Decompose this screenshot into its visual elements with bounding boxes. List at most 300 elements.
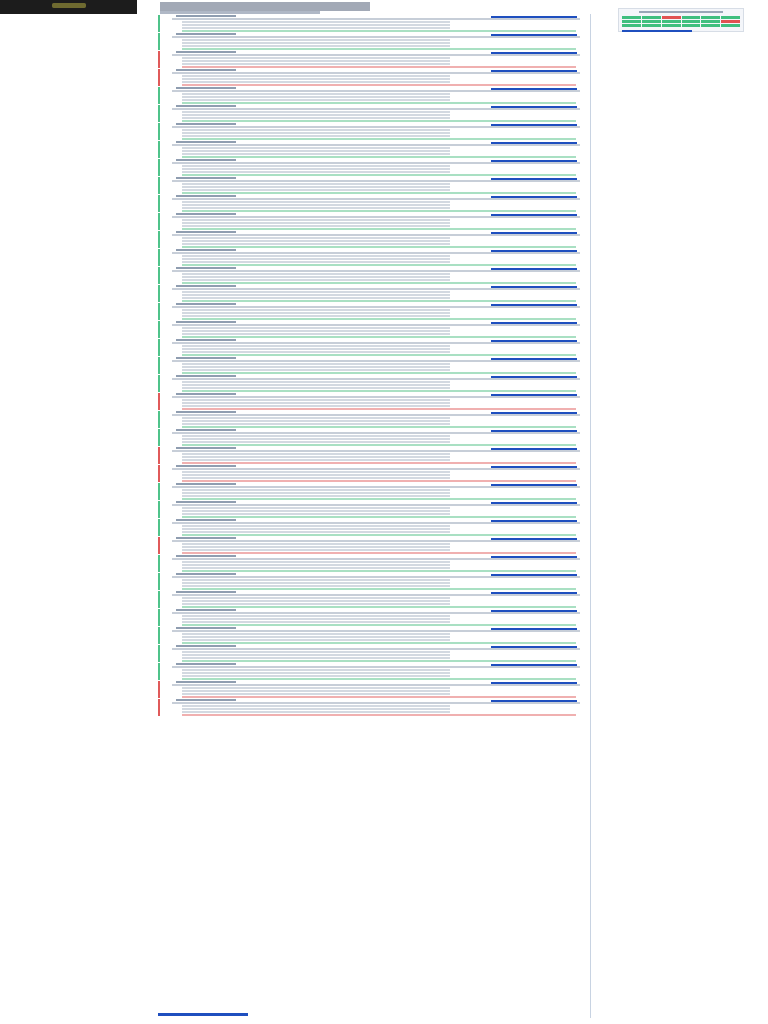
answer-option[interactable] xyxy=(182,597,450,599)
question-status-cell[interactable] xyxy=(682,20,701,23)
answer-option[interactable] xyxy=(182,387,450,389)
answer-option[interactable] xyxy=(182,138,576,140)
question-number xyxy=(176,663,236,665)
answer-option[interactable] xyxy=(182,477,450,479)
question-status-cell[interactable] xyxy=(682,24,701,27)
question-text xyxy=(172,270,580,272)
question-card xyxy=(158,411,590,428)
question-number xyxy=(176,573,236,575)
answer-option[interactable] xyxy=(182,513,450,515)
answer-option[interactable] xyxy=(182,189,450,191)
answer-option[interactable] xyxy=(182,129,450,131)
answer-option[interactable] xyxy=(182,336,576,338)
question-status-bar xyxy=(491,430,577,432)
answer-option[interactable] xyxy=(182,618,450,620)
question-card xyxy=(158,267,590,284)
question-status-bar xyxy=(491,52,577,54)
answer-option[interactable] xyxy=(182,273,450,275)
answer-option[interactable] xyxy=(182,210,576,212)
question-text xyxy=(172,378,580,380)
question-text xyxy=(172,666,580,668)
score-panel-link[interactable] xyxy=(622,30,692,32)
answer-option[interactable] xyxy=(182,675,450,677)
question-status-bar xyxy=(491,700,577,702)
question-status-bar xyxy=(491,664,577,666)
question-status-bar xyxy=(491,520,577,522)
answer-option[interactable] xyxy=(182,45,450,47)
answer-option[interactable] xyxy=(182,441,450,443)
answer-option[interactable] xyxy=(182,561,450,563)
question-number xyxy=(176,357,236,359)
question-card xyxy=(158,303,590,320)
question-number xyxy=(176,519,236,521)
answer-option[interactable] xyxy=(182,384,450,386)
question-text xyxy=(172,540,580,542)
answer-option[interactable] xyxy=(182,300,576,302)
answer-option[interactable] xyxy=(182,48,576,50)
question-card xyxy=(158,609,590,626)
question-status-bar xyxy=(491,214,577,216)
question-card xyxy=(158,141,590,158)
answer-option[interactable] xyxy=(182,282,576,284)
answer-option[interactable] xyxy=(182,318,576,320)
question-status-bar xyxy=(491,322,577,324)
answer-option[interactable] xyxy=(182,438,450,440)
answer-option[interactable] xyxy=(182,42,450,44)
question-status-bar xyxy=(491,232,577,234)
answer-option[interactable] xyxy=(182,660,576,662)
answer-option[interactable] xyxy=(182,228,576,230)
answer-option[interactable] xyxy=(182,567,450,569)
question-text xyxy=(172,234,580,236)
question-text xyxy=(172,180,580,182)
question-text xyxy=(172,432,580,434)
answer-option[interactable] xyxy=(182,636,450,638)
answer-option[interactable] xyxy=(182,585,450,587)
score-panel xyxy=(618,8,744,32)
question-number xyxy=(176,393,236,395)
answer-option[interactable] xyxy=(182,516,576,518)
question-text xyxy=(172,306,580,308)
question-status-bar xyxy=(491,124,577,126)
question-status-cell[interactable] xyxy=(701,20,720,23)
answer-option[interactable] xyxy=(182,330,450,332)
question-text xyxy=(172,684,580,686)
answer-option[interactable] xyxy=(182,57,450,59)
answer-option[interactable] xyxy=(182,552,576,554)
question-text xyxy=(172,414,580,416)
question-status-cell[interactable] xyxy=(721,20,740,23)
question-number xyxy=(176,375,236,377)
answer-option[interactable] xyxy=(182,363,450,365)
question-status-cell[interactable] xyxy=(721,16,740,19)
answer-option[interactable] xyxy=(182,219,450,221)
answer-option[interactable] xyxy=(182,117,450,119)
question-status-cell[interactable] xyxy=(642,16,661,19)
answer-option[interactable] xyxy=(182,480,576,482)
answer-option[interactable] xyxy=(182,453,450,455)
question-number xyxy=(176,483,236,485)
footer-link[interactable] xyxy=(158,1013,248,1016)
answer-option[interactable] xyxy=(182,624,576,626)
answer-option[interactable] xyxy=(182,600,450,602)
answer-option[interactable] xyxy=(182,588,576,590)
answer-option[interactable] xyxy=(182,27,450,29)
answer-option[interactable] xyxy=(182,96,450,98)
question-card xyxy=(158,105,590,122)
answer-option[interactable] xyxy=(182,606,576,608)
question-text xyxy=(172,126,580,128)
question-number xyxy=(176,15,236,17)
answer-option[interactable] xyxy=(182,564,450,566)
question-status-bar xyxy=(491,394,577,396)
site-logo[interactable] xyxy=(0,0,137,14)
question-text xyxy=(172,576,580,578)
answer-option[interactable] xyxy=(182,390,576,392)
answer-option[interactable] xyxy=(182,150,450,152)
answer-option[interactable] xyxy=(182,21,450,23)
answer-option[interactable] xyxy=(182,693,450,695)
answer-option[interactable] xyxy=(182,165,450,167)
question-status-bar xyxy=(491,538,577,540)
answer-option[interactable] xyxy=(182,474,450,476)
answer-option[interactable] xyxy=(182,240,450,242)
answer-option[interactable] xyxy=(182,255,450,257)
answer-option[interactable] xyxy=(182,459,450,461)
question-card xyxy=(158,465,590,482)
answer-option[interactable] xyxy=(182,369,450,371)
question-number xyxy=(176,465,236,467)
question-status-cell[interactable] xyxy=(662,16,681,19)
answer-option[interactable] xyxy=(182,39,450,41)
answer-option[interactable] xyxy=(182,657,450,659)
answer-option[interactable] xyxy=(182,258,450,260)
answer-option[interactable] xyxy=(182,420,450,422)
question-status-bar xyxy=(491,466,577,468)
answer-option[interactable] xyxy=(182,687,450,689)
question-text xyxy=(172,522,580,524)
answer-option[interactable] xyxy=(182,78,450,80)
answer-option[interactable] xyxy=(182,669,450,671)
answer-option[interactable] xyxy=(182,633,450,635)
question-card xyxy=(158,447,590,464)
question-card xyxy=(158,591,590,608)
question-number xyxy=(176,231,236,233)
answer-option[interactable] xyxy=(182,582,450,584)
question-number xyxy=(176,429,236,431)
answer-option[interactable] xyxy=(182,444,576,446)
answer-option[interactable] xyxy=(182,291,450,293)
answer-option[interactable] xyxy=(182,489,450,491)
question-status-cell[interactable] xyxy=(662,20,681,23)
answer-option[interactable] xyxy=(182,99,450,101)
answer-option[interactable] xyxy=(182,348,450,350)
answer-option[interactable] xyxy=(182,81,450,83)
answer-option[interactable] xyxy=(182,24,450,26)
question-card xyxy=(158,555,590,572)
answer-option[interactable] xyxy=(182,327,450,329)
question-number xyxy=(176,267,236,269)
answer-option[interactable] xyxy=(182,525,450,527)
question-card xyxy=(158,51,590,68)
answer-option[interactable] xyxy=(182,381,450,383)
answer-option[interactable] xyxy=(182,696,576,698)
answer-option[interactable] xyxy=(182,312,450,314)
answer-option[interactable] xyxy=(182,498,576,500)
answer-option[interactable] xyxy=(182,570,576,572)
question-status-bar xyxy=(491,268,577,270)
question-number xyxy=(176,321,236,323)
question-card xyxy=(158,519,590,536)
answer-option[interactable] xyxy=(182,225,450,227)
answer-option[interactable] xyxy=(182,264,576,266)
question-number xyxy=(176,285,236,287)
question-card xyxy=(158,213,590,230)
question-status-bar xyxy=(491,502,577,504)
question-status-bar xyxy=(491,682,577,684)
answer-option[interactable] xyxy=(182,435,450,437)
question-card xyxy=(158,645,590,662)
question-status-bar xyxy=(491,646,577,648)
question-number xyxy=(176,105,236,107)
question-card xyxy=(158,231,590,248)
answer-option[interactable] xyxy=(182,276,450,278)
answer-option[interactable] xyxy=(182,579,450,581)
answer-option[interactable] xyxy=(182,297,450,299)
answer-option[interactable] xyxy=(182,204,450,206)
question-card xyxy=(158,501,590,518)
question-card xyxy=(158,33,590,50)
question-card xyxy=(158,123,590,140)
question-status-bar xyxy=(491,358,577,360)
question-text xyxy=(172,162,580,164)
answer-option[interactable] xyxy=(182,705,450,707)
answer-option[interactable] xyxy=(182,93,450,95)
answer-option[interactable] xyxy=(182,372,576,374)
answer-option[interactable] xyxy=(182,114,450,116)
question-number xyxy=(176,69,236,71)
question-number xyxy=(176,645,236,647)
answer-option[interactable] xyxy=(182,111,450,113)
question-card xyxy=(158,663,590,680)
answer-option[interactable] xyxy=(182,354,576,356)
answer-option[interactable] xyxy=(182,507,450,509)
answer-option[interactable] xyxy=(182,222,450,224)
question-text xyxy=(172,342,580,344)
question-status-bar xyxy=(491,628,577,630)
answer-option[interactable] xyxy=(182,147,450,149)
answer-option[interactable] xyxy=(182,510,450,512)
answer-option[interactable] xyxy=(182,615,450,617)
answer-option[interactable] xyxy=(182,462,576,464)
question-card xyxy=(158,249,590,266)
answer-option[interactable] xyxy=(182,153,450,155)
answer-option[interactable] xyxy=(182,279,450,281)
answer-option[interactable] xyxy=(182,405,450,407)
answer-option[interactable] xyxy=(182,333,450,335)
question-status-bar xyxy=(491,340,577,342)
question-status-bar xyxy=(491,34,577,36)
question-text xyxy=(172,18,580,20)
answer-option[interactable] xyxy=(182,531,450,533)
question-text xyxy=(172,396,580,398)
answer-option[interactable] xyxy=(182,66,576,68)
answer-option[interactable] xyxy=(182,75,450,77)
answer-option[interactable] xyxy=(182,642,576,644)
question-status-cell[interactable] xyxy=(721,24,740,27)
question-text xyxy=(172,108,580,110)
answer-option[interactable] xyxy=(182,672,450,674)
question-status-bar xyxy=(491,412,577,414)
question-status-bar xyxy=(491,142,577,144)
answer-option[interactable] xyxy=(182,603,450,605)
answer-option[interactable] xyxy=(182,60,450,62)
answer-option[interactable] xyxy=(182,174,576,176)
answer-option[interactable] xyxy=(182,120,576,122)
question-card xyxy=(158,357,590,374)
question-status-bar xyxy=(491,376,577,378)
question-text xyxy=(172,648,580,650)
answer-option[interactable] xyxy=(182,492,450,494)
answer-option[interactable] xyxy=(182,408,576,410)
question-text xyxy=(172,252,580,254)
answer-option[interactable] xyxy=(182,456,450,458)
question-card xyxy=(158,285,590,302)
question-card xyxy=(158,627,590,644)
answer-option[interactable] xyxy=(182,171,450,173)
question-card xyxy=(158,375,590,392)
question-number xyxy=(176,33,236,35)
question-status-bar xyxy=(491,250,577,252)
answer-option[interactable] xyxy=(182,543,450,545)
question-card xyxy=(158,87,590,104)
question-number xyxy=(176,627,236,629)
answer-option[interactable] xyxy=(182,30,576,32)
question-text xyxy=(172,630,580,632)
answer-option[interactable] xyxy=(182,708,450,710)
question-status-bar xyxy=(491,178,577,180)
score-panel-title xyxy=(639,11,723,13)
answer-option[interactable] xyxy=(182,417,450,419)
question-text xyxy=(172,288,580,290)
answer-option[interactable] xyxy=(182,549,450,551)
question-text xyxy=(172,612,580,614)
answer-option[interactable] xyxy=(182,546,450,548)
answer-option[interactable] xyxy=(182,237,450,239)
question-text xyxy=(172,594,580,596)
question-text xyxy=(172,72,580,74)
question-status-cell[interactable] xyxy=(642,24,661,27)
question-status-cell[interactable] xyxy=(622,20,641,23)
answer-option[interactable] xyxy=(182,132,450,134)
question-number xyxy=(176,51,236,53)
question-number xyxy=(176,303,236,305)
answer-option[interactable] xyxy=(182,63,450,65)
question-text xyxy=(172,360,580,362)
answer-option[interactable] xyxy=(182,651,450,653)
question-status-bar xyxy=(491,160,577,162)
question-status-bar xyxy=(491,106,577,108)
question-status-bar xyxy=(491,448,577,450)
answer-option[interactable] xyxy=(182,186,450,188)
answer-option[interactable] xyxy=(182,678,576,680)
question-card xyxy=(158,429,590,446)
answer-option[interactable] xyxy=(182,654,450,656)
answer-option[interactable] xyxy=(182,402,450,404)
question-status-grid xyxy=(619,15,743,28)
answer-option[interactable] xyxy=(182,84,576,86)
answer-option[interactable] xyxy=(182,246,576,248)
answer-option[interactable] xyxy=(182,366,450,368)
answer-option[interactable] xyxy=(182,690,450,692)
question-card xyxy=(158,483,590,500)
question-text xyxy=(172,486,580,488)
logo-mark xyxy=(52,3,86,8)
answer-option[interactable] xyxy=(182,639,450,641)
answer-option[interactable] xyxy=(182,243,450,245)
question-text xyxy=(172,198,580,200)
question-status-bar xyxy=(491,196,577,198)
question-card xyxy=(158,159,590,176)
question-card xyxy=(158,681,590,698)
question-text xyxy=(172,558,580,560)
answer-option[interactable] xyxy=(182,135,450,137)
answer-option[interactable] xyxy=(182,309,450,311)
answer-option[interactable] xyxy=(182,351,450,353)
question-text xyxy=(172,702,580,704)
answer-option[interactable] xyxy=(182,711,450,713)
answer-option[interactable] xyxy=(182,495,450,497)
question-status-cell[interactable] xyxy=(682,16,701,19)
question-number xyxy=(176,159,236,161)
answer-option[interactable] xyxy=(182,294,450,296)
question-text xyxy=(172,468,580,470)
answer-option[interactable] xyxy=(182,261,450,263)
question-card xyxy=(158,177,590,194)
question-status-cell[interactable] xyxy=(642,20,661,23)
answer-option[interactable] xyxy=(182,621,450,623)
question-status-cell[interactable] xyxy=(701,16,720,19)
answer-option[interactable] xyxy=(182,201,450,203)
question-status-cell[interactable] xyxy=(701,24,720,27)
answer-option[interactable] xyxy=(182,345,450,347)
answer-option[interactable] xyxy=(182,207,450,209)
question-status-cell[interactable] xyxy=(622,16,641,19)
answer-option[interactable] xyxy=(182,528,450,530)
answer-option[interactable] xyxy=(182,471,450,473)
question-status-cell[interactable] xyxy=(662,24,681,27)
question-card xyxy=(158,537,590,554)
question-card xyxy=(158,15,590,32)
quiz-review-list xyxy=(158,14,591,1018)
answer-option[interactable] xyxy=(182,156,576,158)
answer-option[interactable] xyxy=(182,423,450,425)
question-number xyxy=(176,411,236,413)
question-number xyxy=(176,213,236,215)
answer-option[interactable] xyxy=(182,534,576,536)
question-status-cell[interactable] xyxy=(622,24,641,27)
answer-option[interactable] xyxy=(182,426,576,428)
answer-option[interactable] xyxy=(182,168,450,170)
answer-option[interactable] xyxy=(182,399,450,401)
answer-option[interactable] xyxy=(182,102,576,104)
question-number xyxy=(176,501,236,503)
answer-option[interactable] xyxy=(182,315,450,317)
answer-option[interactable] xyxy=(182,714,576,716)
answer-option[interactable] xyxy=(182,183,450,185)
question-text xyxy=(172,216,580,218)
answer-option[interactable] xyxy=(182,192,576,194)
